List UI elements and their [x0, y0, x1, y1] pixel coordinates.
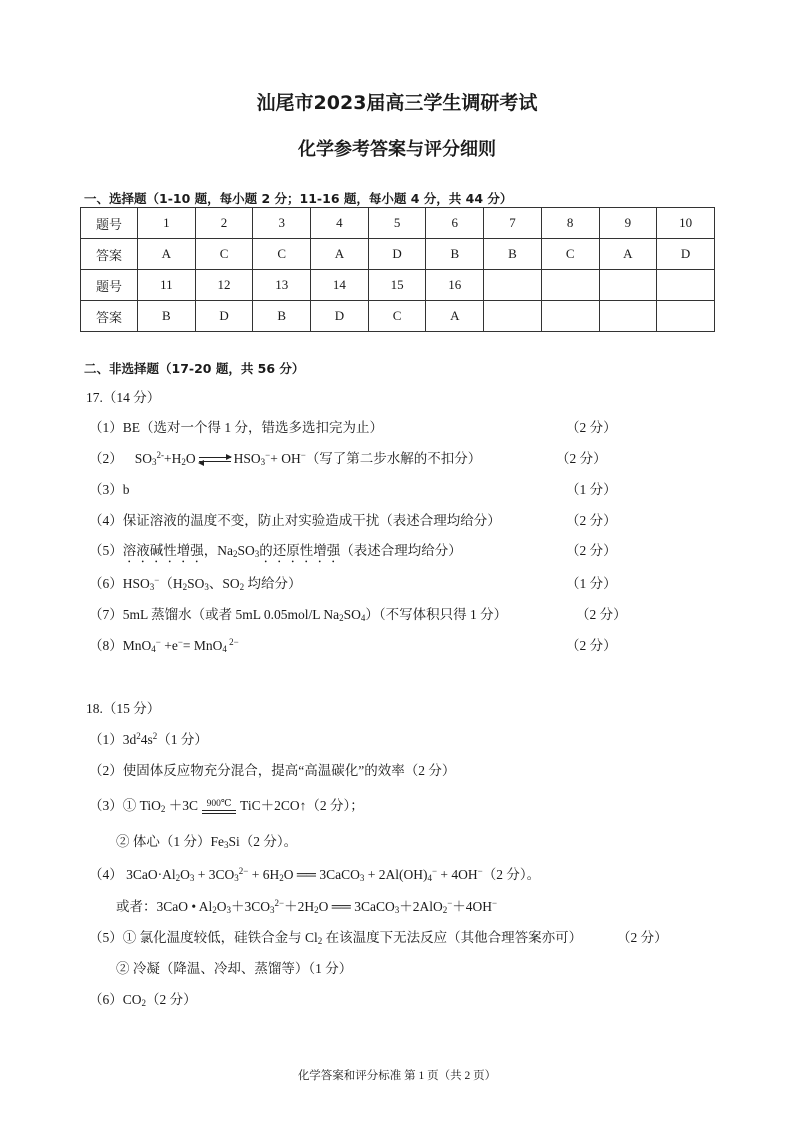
table-cell: B — [138, 301, 196, 332]
section1-heading: 一、选择题（1-10 题，每小题 2 分；11-16 题，每小题 4 分，共 44 分） — [84, 191, 513, 206]
table-cell: 4 — [311, 208, 369, 239]
table-cell: 16 — [426, 270, 484, 301]
formula: （3）① TiO — [89, 798, 161, 813]
q17-points-6: （1 分） — [566, 576, 617, 591]
superscript: 2− — [238, 866, 249, 876]
formula: （1）3d — [89, 732, 137, 747]
subscript: 2 — [239, 582, 245, 592]
q17-answer-6 — [89, 572, 302, 592]
formula: （4） 3CaO·Al — [89, 867, 176, 882]
formula: ＋3CO — [230, 899, 270, 914]
row-label: 答案 — [81, 239, 138, 270]
q17-answer-2 — [89, 447, 481, 467]
note: 在该温度下无法反应（其他合理答案亦可） — [322, 930, 583, 945]
table-row — [81, 239, 715, 270]
table-cell: B — [426, 239, 484, 270]
note: （2 分）。 — [482, 867, 541, 882]
formula: ＋2AlO — [399, 899, 443, 914]
table-row — [81, 270, 715, 301]
formula: （7）5mL 蒸馏水（或者 5mL 0.05mol/L Na — [89, 607, 340, 622]
table-cell: 3 — [253, 208, 311, 239]
formula: ＋3C — [165, 798, 199, 813]
subscript: 4 — [222, 644, 227, 654]
row-label: 答案 — [81, 301, 138, 332]
note: （1 分） — [157, 732, 208, 747]
formula: SO — [343, 607, 361, 622]
table-cell: 13 — [253, 270, 311, 301]
formula: ，Na — [203, 543, 233, 558]
table-cell: B — [253, 301, 311, 332]
subscript: 2 — [182, 582, 188, 592]
formula: （8）MnO — [89, 638, 152, 653]
subscript: 2 — [181, 457, 186, 467]
superscript: 2− — [274, 898, 285, 908]
q17-points-8: （2 分） — [566, 638, 617, 653]
q18-points-6: （2 分） — [617, 930, 668, 945]
formula: + 3CO — [194, 867, 235, 882]
q18-answer-2: （2）使固体反应物充分混合，提高“高温碳化”的效率（2 分） — [89, 763, 456, 778]
equilibrium-arrow-icon — [199, 456, 231, 463]
formula: ② 体心（1 分）Fe — [116, 834, 224, 849]
subscript: 4 — [151, 644, 156, 654]
subscript: 4 — [360, 613, 366, 623]
formula: O — [180, 867, 190, 882]
superscript: 2- — [156, 450, 165, 460]
subscript: 2 — [279, 873, 284, 883]
superscript: − — [477, 866, 483, 876]
row-label: 题号 — [81, 208, 138, 239]
table-cell: C — [253, 239, 311, 270]
table-cell: D — [311, 301, 369, 332]
double-line-icon — [202, 810, 236, 814]
formula: （6）HSO — [89, 576, 150, 591]
q17-points-1: （2 分） — [566, 420, 617, 435]
page-subtitle: 化学参考答案与评分细则 — [298, 139, 496, 160]
table-cell — [484, 301, 542, 332]
table-cell: 6 — [426, 208, 484, 239]
q17-label: 17.（14 分） — [86, 390, 161, 405]
formula: SO — [237, 543, 255, 558]
q18-answer-6 — [89, 926, 582, 946]
table-cell: 15 — [368, 270, 426, 301]
table-row — [81, 208, 715, 239]
subscript: 3 — [270, 905, 275, 915]
formula: = MnO — [182, 638, 223, 653]
note: ）（不写体积只得 1 分） — [365, 607, 508, 622]
reaction-condition — [202, 799, 236, 814]
table-cell: 12 — [195, 270, 253, 301]
superscript: 2 — [152, 731, 158, 741]
table-cell — [541, 270, 599, 301]
q17-answer-3: （3）b — [89, 482, 130, 497]
superscript: − — [431, 866, 438, 876]
superscript: − — [492, 898, 498, 908]
subscript: 2 — [339, 613, 344, 623]
table-cell — [599, 301, 657, 332]
table-cell: A — [138, 239, 196, 270]
note: 均给分） — [244, 576, 302, 591]
prefix: （5） — [89, 543, 123, 558]
note: （表述合理均给分） — [340, 543, 462, 558]
table-cell: D — [368, 239, 426, 270]
superscript: − — [155, 637, 161, 647]
subscript: 3 — [189, 873, 195, 883]
table-cell: A — [311, 239, 369, 270]
superscript: 2− — [226, 637, 239, 647]
superscript: − — [300, 450, 306, 460]
subscript: 3 — [394, 905, 400, 915]
subscript: 2 — [160, 804, 166, 814]
q17-points-5: （2 分） — [566, 543, 617, 558]
formula: （H — [159, 576, 183, 591]
page-footer: 化学答案和评分标准 第 1 页（共 2 页） — [297, 1070, 497, 1082]
table-cell: D — [657, 239, 715, 270]
subscript: 3 — [260, 457, 266, 467]
formula: （5）① 氯化温度较低，硅铁合金与 Cl — [89, 930, 318, 945]
subscript: 2 — [317, 936, 323, 946]
table-cell — [599, 270, 657, 301]
prefix: （2） — [89, 451, 123, 466]
formula: ＋2H — [284, 899, 315, 914]
formula: O ══ 3CaCO — [283, 867, 360, 882]
formula: SO — [187, 576, 205, 591]
table-cell: 2 — [195, 208, 253, 239]
formula: +H — [164, 451, 182, 466]
note: （2 分） — [146, 992, 197, 1007]
subscript: 3 — [152, 457, 157, 467]
q18-answer-8 — [89, 988, 197, 1008]
formula: + 2Al(OH) — [364, 867, 428, 882]
formula: + 4OH — [437, 867, 478, 882]
table-cell: 9 — [599, 208, 657, 239]
superscript: − — [265, 450, 271, 460]
superscript: − — [447, 898, 453, 908]
q18-answer-5-alt — [116, 895, 497, 915]
formula: + 6H — [248, 867, 280, 882]
subscript: 3 — [359, 873, 365, 883]
note: （写了第二步水解的不扣分） — [305, 451, 482, 466]
formula: SO — [134, 451, 153, 466]
subscript: 2 — [314, 905, 319, 915]
table-cell: 10 — [657, 208, 715, 239]
q17-points-2: （2 分） — [556, 451, 607, 466]
q17-answer-8 — [89, 634, 239, 654]
subscript: 3 — [254, 549, 260, 559]
table-cell — [541, 301, 599, 332]
superscript: 2 — [136, 731, 141, 741]
formula: 或者：3CaO • Al — [116, 899, 213, 914]
table-cell: C — [541, 239, 599, 270]
table-cell: 11 — [138, 270, 196, 301]
table-cell: A — [599, 239, 657, 270]
formula: O — [185, 451, 196, 466]
subscript: 2 — [442, 905, 448, 915]
table-cell: 1 — [138, 208, 196, 239]
q18-label: 18.（15 分） — [86, 701, 161, 716]
table-cell: D — [195, 301, 253, 332]
subscript: 4 — [427, 873, 432, 883]
table-row — [81, 301, 715, 332]
table-cell: A — [426, 301, 484, 332]
formula: 4s — [140, 732, 153, 747]
table-cell: C — [195, 239, 253, 270]
q18-answer-5 — [89, 863, 540, 883]
answer-table — [80, 207, 715, 332]
subscript: 3 — [204, 582, 209, 592]
subscript: 2 — [212, 905, 217, 915]
formula: O — [216, 899, 227, 914]
subscript: 3 — [234, 873, 239, 883]
formula: Si（2 分）。 — [228, 834, 298, 849]
formula: TiC＋2CO↑（2 分）； — [240, 798, 364, 813]
superscript: − — [177, 637, 183, 647]
q17-points-7: （2 分） — [576, 607, 627, 622]
table-cell — [657, 301, 715, 332]
subscript: 3 — [224, 840, 229, 850]
emphasis-text: 的还原性增强 — [259, 543, 341, 558]
section2-heading: 二、非选择题（17-20 题，共 56 分） — [84, 361, 305, 376]
q18-answer-3 — [89, 794, 364, 814]
q18-answer-1 — [89, 728, 208, 748]
q17-answer-4: （4）保证溶液的温度不变，防止对实验造成干扰（表述合理均给分） — [89, 513, 501, 528]
row-label: 题号 — [81, 270, 138, 301]
table-cell — [657, 270, 715, 301]
subscript: 2 — [141, 998, 147, 1008]
formula: ＋4OH — [452, 899, 493, 914]
superscript: − — [154, 575, 160, 585]
formula: +e — [160, 638, 178, 653]
q17-points-4: （2 分） — [566, 513, 617, 528]
subscript: 2 — [175, 873, 181, 883]
table-cell: 8 — [541, 208, 599, 239]
condition-label: 900℃ — [206, 799, 232, 810]
formula: O ══ 3CaCO — [318, 899, 395, 914]
table-cell: B — [484, 239, 542, 270]
subscript: 2 — [233, 549, 238, 559]
table-cell: 5 — [368, 208, 426, 239]
q17-answer-1: （1）BE（选对一个得 1 分，错选多选扣完为止） — [89, 420, 384, 435]
table-cell: C — [368, 301, 426, 332]
page-title: 汕尾市2023届高三学生调研考试 — [256, 92, 538, 114]
emphasis-text: 溶液碱性增强 — [122, 543, 204, 558]
q17-answer-5 — [89, 539, 462, 566]
table-cell: 7 — [484, 208, 542, 239]
subscript: 3 — [226, 905, 231, 915]
subscript: 3 — [149, 582, 155, 592]
table-cell — [484, 270, 542, 301]
formula: HSO — [233, 451, 261, 466]
formula: （6）CO — [89, 992, 142, 1007]
q17-points-3: （1 分） — [566, 482, 617, 497]
q18-answer-4 — [116, 830, 297, 850]
q17-answer-7 — [89, 603, 507, 623]
formula: + OH — [270, 451, 301, 466]
table-cell: 14 — [311, 270, 369, 301]
formula: 、SO — [208, 576, 240, 591]
q18-answer-7: ② 冷凝（降温、冷却、蒸馏等）（1 分） — [116, 961, 353, 976]
